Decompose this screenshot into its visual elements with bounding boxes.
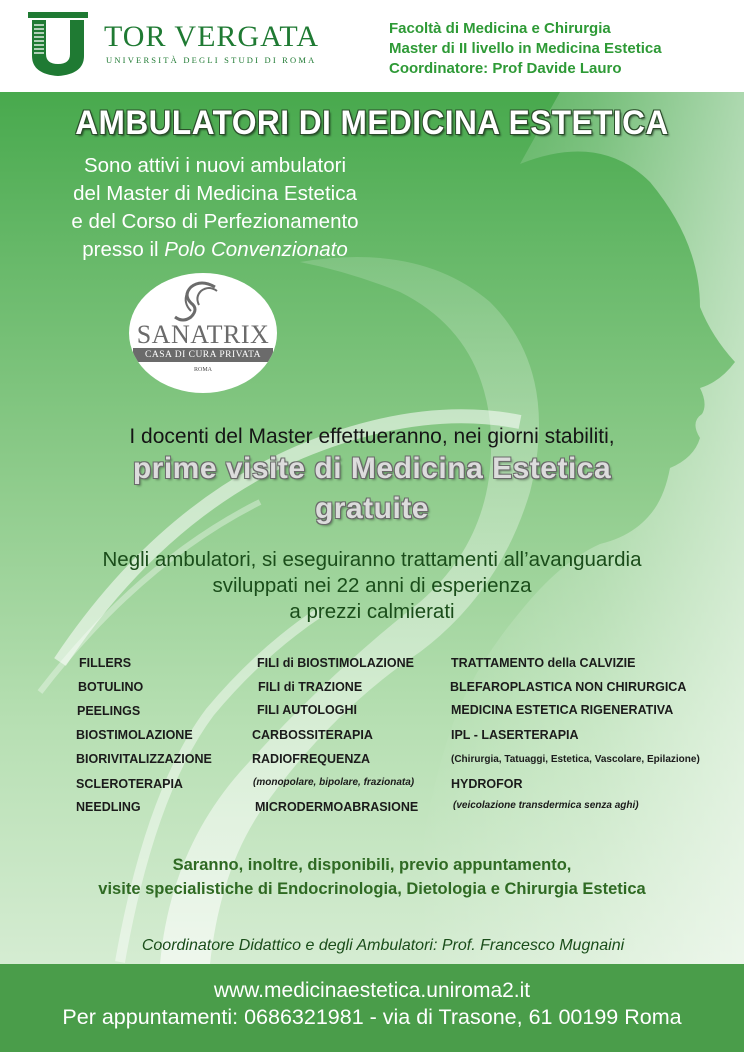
intro-line-4-italic: Polo Convenzionato — [164, 238, 348, 261]
appointments-info: Per appuntamenti: 0686321981 - via di Trasone, 61 00199 Roma — [62, 1005, 682, 1029]
treatments-intro-line-1: Negli ambulatori, si eseguiranno trattamenti all’avanguardia — [102, 548, 642, 571]
sanatrix-name: SANATRIX — [136, 320, 270, 349]
treatment-item: FILI di TRAZIONE — [258, 680, 363, 694]
master-label: Master di II livello in Medicina Estetica — [389, 40, 662, 57]
treatment-item: HYDROFOR — [451, 777, 523, 791]
intro-line-4-prefix: presso il — [82, 238, 165, 261]
docenti-text: I docenti del Master effettueranno, nei giorni stabiliti, — [129, 425, 615, 448]
sanatrix-city: ROMA — [193, 367, 212, 373]
treatment-item: FILLERS — [79, 656, 132, 670]
university-subtitle: UNIVERSITÀ DEGLI STUDI DI ROMA — [106, 55, 317, 65]
main-title: AMBULATORI DI MEDICINA ESTETICA — [75, 104, 669, 142]
treatment-item: BOTULINO — [78, 680, 144, 694]
treatment-item: FILI di BIOSTIMOLAZIONE — [257, 656, 414, 670]
university-logo — [26, 12, 90, 78]
intro-line-4 — [0, 236, 430, 264]
specialist-visits-text — [0, 853, 744, 901]
header — [0, 0, 744, 92]
intro-text — [0, 152, 430, 264]
website-link[interactable]: www.medicinaestetica.uniroma2.it — [213, 979, 531, 1002]
university-name: TOR VERGATA — [104, 20, 320, 53]
treatment-item: CARBOSSITERAPIA — [252, 728, 373, 742]
treatment-item: FILI AUTOLOGHI — [257, 703, 357, 717]
treatment-item: NEEDLING — [76, 800, 141, 814]
coordinator-label: Coordinatore: Prof Davide Lauro — [389, 60, 622, 77]
treatment-item: MEDICINA ESTETICA RIGENERATIVA — [451, 703, 674, 717]
treatment-item: MICRODERMOABRASIONE — [255, 800, 419, 814]
treatment-item: BLEFAROPLASTICA NON CHIRURGICA — [450, 680, 687, 694]
treatments-intro-line-2: sviluppati nei 22 anni di esperienza — [212, 574, 532, 597]
treatment-item: TRATTAMENTO della CALVIZIE — [451, 656, 636, 670]
treatment-item: BIOSTIMOLAZIONE — [76, 728, 193, 742]
header-info — [389, 19, 662, 79]
treatments-intro-line-3: a prezzi calmierati — [289, 600, 455, 623]
specialist-visits-line-1: Saranno, inoltre, disponibili, previo appuntamento, — [172, 856, 572, 874]
treatment-item: SCLEROTERAPIA — [76, 777, 183, 791]
intro-line-2: del Master di Medicina Estetica — [73, 182, 357, 205]
faculty-label: Facoltà di Medicina e Chirurgia — [389, 20, 611, 37]
treatment-item: RADIOFREQUENZA — [252, 752, 371, 766]
treatment-item: BIORIVITALIZZAZIONE — [76, 752, 212, 766]
treatment-note: (Chirurgia, Tatuaggi, Estetica, Vascolare, Epilazione) — [451, 754, 700, 765]
treatments-intro — [0, 547, 744, 625]
treatment-item: PEELINGS — [77, 704, 141, 718]
sanatrix-tagline: CASA DI CURA PRIVATA — [145, 350, 261, 360]
treatment-note: (monopolare, bipolare, frazionata) — [253, 777, 415, 788]
treatment-note: (veicolazione transdermica senza aghi) — [453, 800, 639, 811]
specialist-visits-line-2: visite specialistiche di Endocrinologia, Dietologia e Chirurgia Estetica — [98, 880, 646, 898]
prime-visite-headline: prime visite di Medicina Estetica — [132, 452, 612, 485]
treatment-item: IPL - LASERTERAPIA — [451, 728, 579, 742]
intro-line-1: Sono attivi i nuovi ambulatori — [83, 154, 347, 177]
intro-line-3: e del Corso di Perfezionamento — [71, 210, 359, 233]
gratuite-headline: gratuite — [314, 492, 429, 525]
didactic-coordinator: Coordinatore Didattico e degli Ambulatori: Prof. Francesco Mugnaini — [141, 937, 625, 954]
sanatrix-logo-badge — [129, 273, 277, 393]
